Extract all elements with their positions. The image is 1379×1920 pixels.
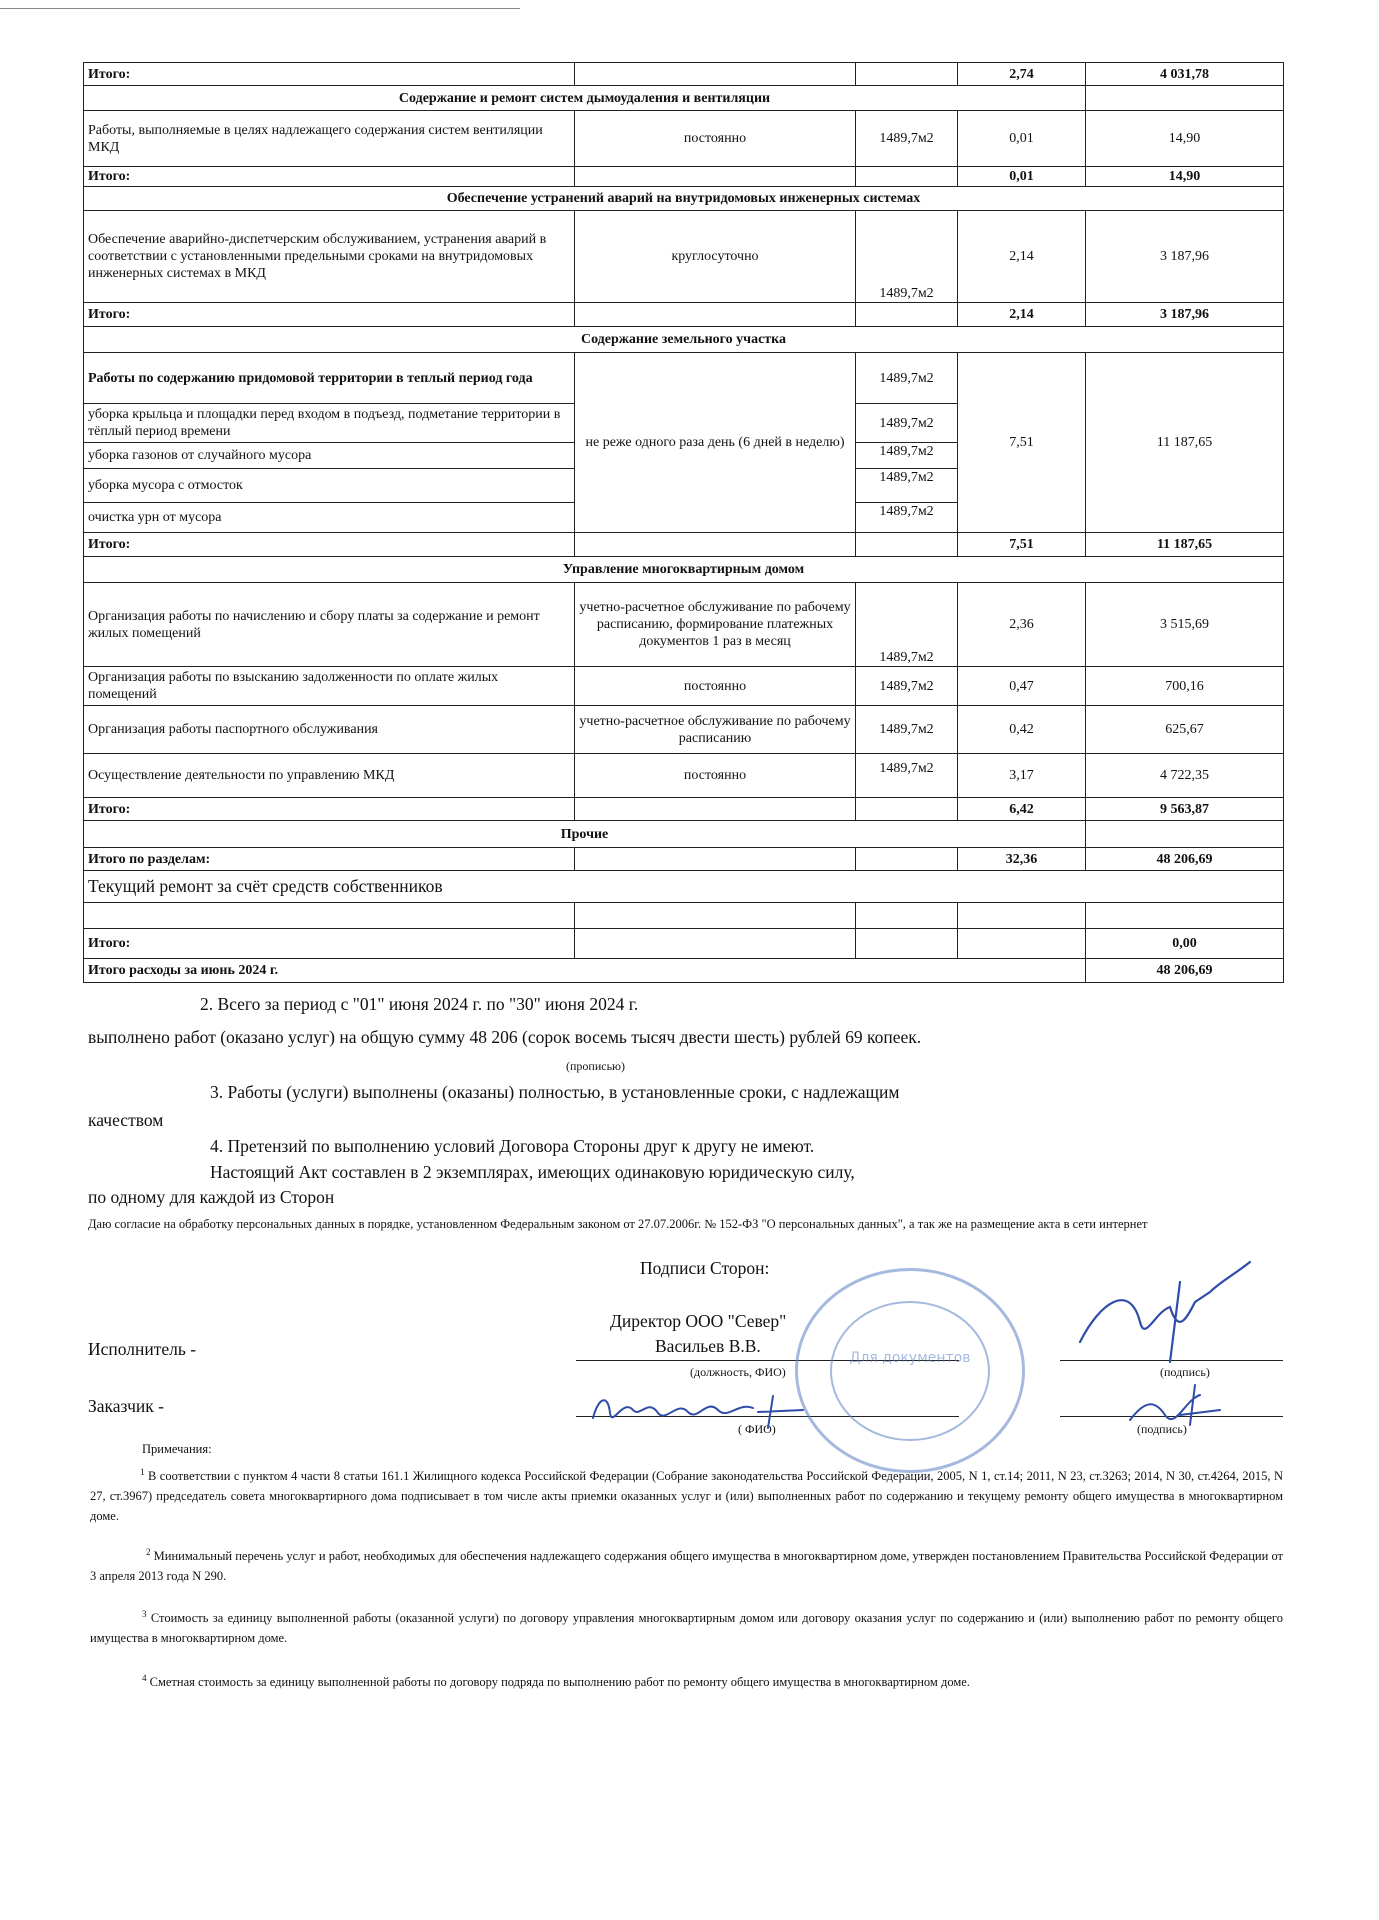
rate-cell: 2,74 (958, 63, 1086, 86)
work-row (84, 667, 1284, 706)
total-row (84, 798, 1284, 821)
rate-cell: 2,14 (958, 303, 1086, 327)
sum-cell: 11 187,65 (1086, 353, 1284, 533)
customer-signature-mark (1125, 1380, 1265, 1440)
section-header-row (84, 187, 1284, 211)
total-row (84, 167, 1284, 187)
stamp-inner-ring (830, 1301, 990, 1441)
work-name: Обеспечение аварийно-диспетчерским обслуживанием, устранения аварий в соответствии с установленными предельными сроками на внутридомовых инженерных системах в МКД (84, 211, 575, 303)
paragraph-5-end: по одному для каждой из Сторон (88, 1187, 335, 1207)
paragraph-3: 3. Работы (услуги) выполнены (оказаны) полностью, в установленные сроки, с надлежащим (210, 1082, 900, 1102)
work-name: Организация работы паспортного обслуживания (84, 706, 575, 754)
sum-cell: 14,90 (1086, 167, 1284, 187)
rate-cell: 0,01 (958, 167, 1086, 187)
work-row (84, 111, 1284, 167)
paragraph-2-amount: выполнено работ (оказано услуг) на общую сумму 48 206 (сорок восемь тысяч двести шесть) рублей 69 копеек. (88, 1027, 922, 1047)
grand-total-row (84, 959, 1284, 983)
row-label: Итого: (84, 929, 575, 959)
customer-signature (588, 1388, 818, 1438)
paragraph-3-end: качеством (88, 1110, 164, 1130)
work-name: уборка газонов от случайного мусора (84, 443, 575, 469)
paragraph-4: 4. Претензий по выполнению условий Договора Стороны друг к другу не имеют. (210, 1136, 815, 1156)
works-table (83, 62, 1284, 983)
note-1-text: В соответствии с пунктом 4 части 8 статьи 161.1 Жилищного кодекса Российской Федерации (Собрание законодательства Российской Федерации, 2005, N 1, ст.14; 2011, N 23, ст.3263; 2014, N 30, ст.4264, 2015, N 27, ст.3967) председатель совета многоквартирного дома подписывает в том числе акты приемки оказанных услуг и (или) выполненных работ по содержанию и текущему ремонту общего имущества в многоквартирном доме. (90, 1469, 1283, 1524)
work-name: Организация работы по начислению и сбору платы за содержание и ремонт жилых помещений (84, 583, 575, 667)
note-2-text: Минимальный перечень услуг и работ, необходимых для обеспечения надлежащего содержания общего имущества в многоквартирном доме, утвержден постановлением Правительства Российской Федерации от 3 апреля 2013 года N 290. (90, 1549, 1284, 1584)
sum-cell: 3 187,96 (1086, 303, 1284, 327)
area-cell: 1489,7м2 (856, 503, 958, 533)
top-rule (0, 8, 520, 9)
row-label: Итого: (84, 533, 575, 557)
section-header-row (84, 557, 1284, 583)
row-label: Итого: (84, 303, 575, 327)
periodicity-cell: учетно-расчетное обслуживание по рабочему расписанию (575, 706, 856, 754)
work-row (84, 353, 1284, 404)
area-cell: 1489,7м2 (856, 754, 958, 798)
periodicity-cell: не реже одного раза день (6 дней в неделю) (575, 353, 856, 533)
propisyu-caption: (прописью) (566, 1059, 626, 1073)
sum-cell: 9 563,87 (1086, 798, 1284, 821)
note-3-text: Стоимость за единицу выполненной работы (оказанной услуги) по договору управления многоквартирным домом или договору оказания услуг по содержанию и (или) выполнению работ по ремонту общего имущества в многоквартирном доме. (90, 1611, 1283, 1646)
section-header-row (84, 327, 1284, 353)
work-name: Осуществление деятельности по управлению МКД (84, 754, 575, 798)
rate-cell: 0,42 (958, 706, 1086, 754)
periodicity-cell: постоянно (575, 667, 856, 706)
row-label: Итого: (84, 63, 575, 86)
area-cell: 1489,7м2 (856, 706, 958, 754)
rate-cell: 7,51 (958, 533, 1086, 557)
periodicity-cell: постоянно (575, 754, 856, 798)
executor-signature (1060, 1262, 1260, 1372)
executor-position: Директор ООО "Север" (610, 1311, 787, 1331)
note-4-text: Сметная стоимость за единицу выполненной работы по договору подряда по выполнению работ по ремонту общего имущества в многоквартирном доме. (149, 1675, 970, 1690)
stamp-text: Для документов (849, 1350, 971, 1366)
total-row (84, 303, 1284, 327)
work-row (84, 754, 1284, 798)
consent-text: Даю согласие на обработку персональных данных в порядке, установленном Федеральным законом от 27.07.2006г. № 152-ФЗ "О персональных данных", а так же на размещение акта в сети интернет (88, 1217, 1148, 1231)
work-name: уборка мусора с отмосток (84, 469, 575, 503)
section-title: Содержание и ремонт систем дымоудаления и вентиляции (84, 86, 1086, 111)
area-cell: 1489,7м2 (856, 211, 958, 303)
customer-label: Заказчик - (88, 1396, 164, 1416)
empty-row (84, 903, 1284, 929)
row-label: Итого расходы за июнь 2024 г. (84, 959, 1086, 983)
work-name: уборка крыльца и площадки перед входом в подъезд, подметание территории в тёплый период времени (84, 404, 575, 443)
company-stamp (795, 1268, 1025, 1473)
periodicity-cell: круглосуточно (575, 211, 856, 303)
row-label: Итого по разделам: (84, 848, 575, 871)
rate-cell: 0,47 (958, 667, 1086, 706)
area-cell: 1489,7м2 (856, 353, 958, 404)
section-title: Обеспечение устранений аварий на внутридомовых инженерных системах (84, 187, 1284, 211)
note-4 (90, 1668, 1283, 1692)
work-name: Организация работы по взысканию задолженности по оплате жилых помещений (84, 667, 575, 706)
area-cell: 1489,7м2 (856, 583, 958, 667)
area-cell: 1489,7м2 (856, 404, 958, 443)
row-label: Итого: (84, 798, 575, 821)
total-row (84, 63, 1284, 86)
sum-cell: 4 722,35 (1086, 754, 1284, 798)
executor-label: Исполнитель - (88, 1339, 197, 1359)
note-2 (90, 1542, 1283, 1586)
notes-title: Примечания: (142, 1442, 212, 1456)
note-3 (90, 1604, 1283, 1648)
sum-cell: 14,90 (1086, 111, 1284, 167)
area-cell: 1489,7м2 (856, 443, 958, 469)
executor-name: Васильев В.В. (655, 1336, 761, 1356)
periodicity-cell: учетно-расчетное обслуживание по рабочему расписанию, формирование платежных документов 1 раз в месяц (575, 583, 856, 667)
paragraph-2: 2. Всего за период с "01" июня 2024 г. по "30" июня 2024 г. (200, 994, 639, 1014)
section-title: Содержание земельного участка (84, 327, 1284, 353)
sum-cell: 625,67 (1086, 706, 1284, 754)
row-label: Итого: (84, 167, 575, 187)
work-row (84, 211, 1284, 303)
note-1 (90, 1462, 1283, 1526)
customer-caption: ( ФИО) (738, 1422, 776, 1436)
rate-cell: 7,51 (958, 353, 1086, 533)
sum-cell: 3 515,69 (1086, 583, 1284, 667)
sum-cell: 0,00 (1086, 929, 1284, 959)
section-title: Текущий ремонт за счёт средств собственников (84, 871, 1284, 903)
area-cell: 1489,7м2 (856, 469, 958, 503)
note-3-mark: 3 (142, 1609, 147, 1619)
rate-cell: 3,17 (958, 754, 1086, 798)
section-title: Прочие (84, 821, 1086, 848)
note-1-mark: 1 (140, 1467, 145, 1477)
periodicity-cell: постоянно (575, 111, 856, 167)
rate-cell: 32,36 (958, 848, 1086, 871)
rate-cell: 2,36 (958, 583, 1086, 667)
work-name: Работы, выполняемые в целях надлежащего содержания систем вентиляции МКД (84, 111, 575, 167)
customer-signature-caption: (подпись) (1137, 1422, 1187, 1436)
executor-signature-caption: (подпись) (1160, 1365, 1210, 1379)
work-row (84, 583, 1284, 667)
note-4-mark: 4 (142, 1673, 147, 1683)
total-row (84, 533, 1284, 557)
work-name: Работы по содержанию придомовой территории в теплый период года (84, 353, 575, 404)
section-header-row (84, 86, 1284, 111)
rate-cell: 0,01 (958, 111, 1086, 167)
total-row (84, 929, 1284, 959)
area-cell: 1489,7м2 (856, 667, 958, 706)
work-name: очистка урн от мусора (84, 503, 575, 533)
section-header-row (84, 821, 1284, 848)
sum-cell: 3 187,96 (1086, 211, 1284, 303)
section-header-row (84, 871, 1284, 903)
rate-cell: 6,42 (958, 798, 1086, 821)
signatures-heading: Подписи Сторон: (640, 1258, 770, 1278)
note-2-mark: 2 (146, 1547, 151, 1557)
work-row (84, 706, 1284, 754)
executor-caption: (должность, ФИО) (690, 1365, 786, 1379)
sum-cell: 48 206,69 (1086, 848, 1284, 871)
rate-cell: 2,14 (958, 211, 1086, 303)
sum-cell: 700,16 (1086, 667, 1284, 706)
sum-cell: 11 187,65 (1086, 533, 1284, 557)
sum-cell: 4 031,78 (1086, 63, 1284, 86)
section-title: Управление многоквартирным домом (84, 557, 1284, 583)
area-cell: 1489,7м2 (856, 111, 958, 167)
sum-cell: 48 206,69 (1086, 959, 1284, 983)
total-row (84, 848, 1284, 871)
paragraph-5: Настоящий Акт составлен в 2 экземплярах, имеющих одинаковую юридическую силу, (210, 1162, 855, 1182)
